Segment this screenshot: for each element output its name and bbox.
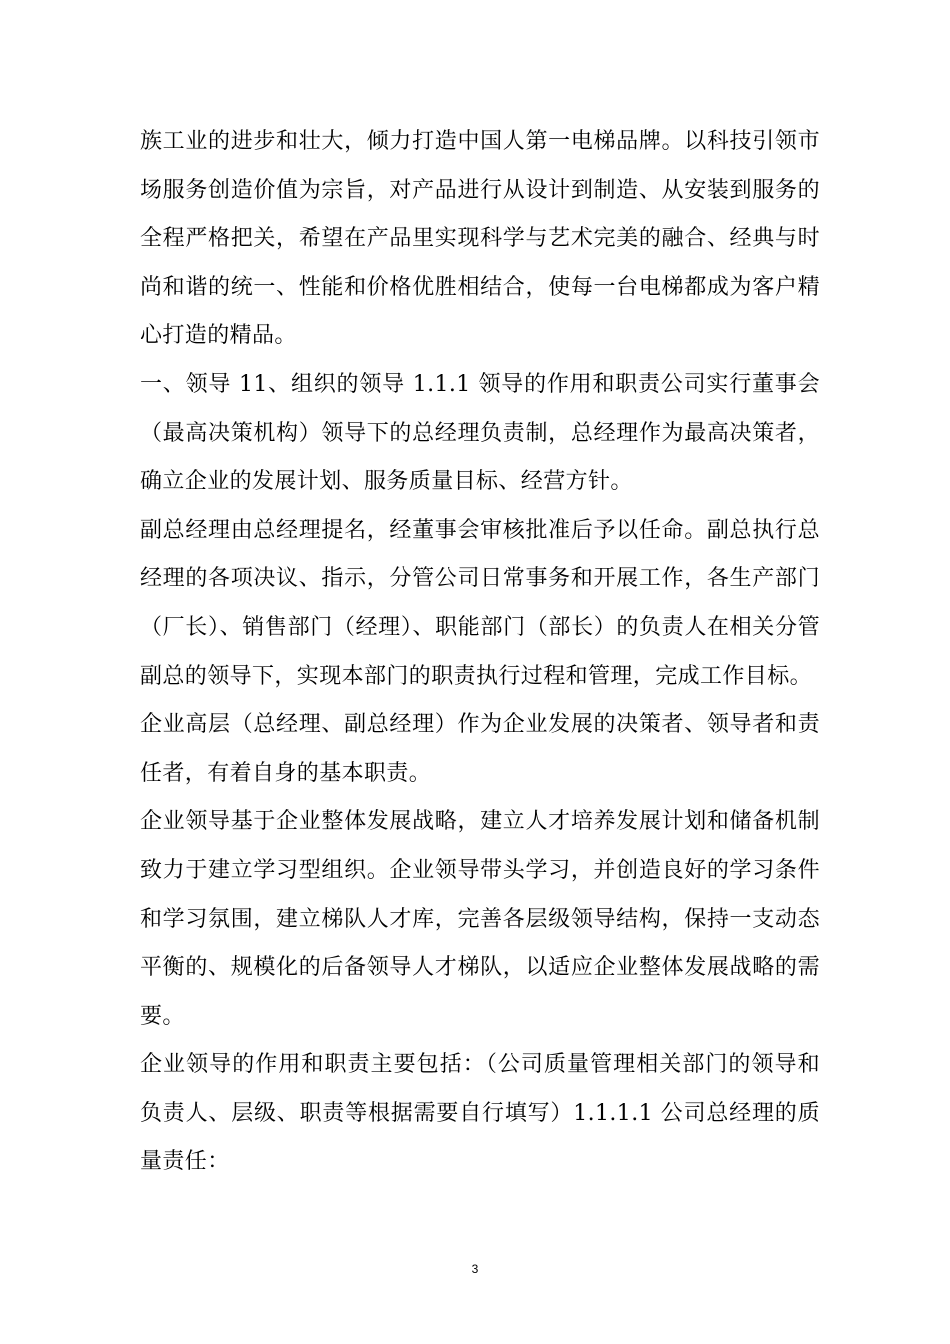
document-body	[140, 118, 820, 1187]
paragraph-company-mission: 族工业的进步和壮大，倾力打造中国人第一电梯品牌。以科技引领市场服务创造价值为宗旨，对产品进行从设计到制造、从安装到服务的全程严格把关，希望在产品里实现科学与艺术完美的融合、经典与时尚和谐的统一、性能和价格优胜相结合，使每一台电梯都成为客户精心打造的精品。	[140, 129, 820, 349]
paragraph-leadership-section: 一、领导 11、组织的领导 1.1.1 领导的作用和职责公司实行董事会（最高决策机构）领导下的总经理负责制，总经理作为最高决策者，确立企业的发展计划、服务质量目标、经营方针。	[140, 371, 820, 495]
paragraph-leadership-duties: 企业领导的作用和职责主要包括：（公司质量管理相关部门的领导和负责人、层级、职责等根据需要自行填写）1.1.1.1 公司总经理的质量责任：	[140, 1052, 820, 1175]
paragraph-deputy-manager: 副总经理由总经理提名，经董事会审核批准后予以任命。副总执行总经理的各项决议、指示，分管公司日常事务和开展工作，各生产部门（厂长）、销售部门（经理）、职能部门（部长）的负责人在相关分管副总的领导下，实现本部门的职责执行过程和管理，完成工作目标。	[140, 517, 820, 689]
paragraph-talent-development: 企业领导基于企业整体发展战略，建立人才培养发展计划和储备机制致力于建立学习型组织。企业领导带头学习，并创造良好的学习条件和学习氛围，建立梯队人才库，完善各层级领导结构，保持一支动态平衡的、规模化的后备领导人才梯队，以适应企业整体发展战略的需要。	[140, 809, 820, 1029]
paragraph-senior-management: 企业高层（总经理、副总经理）作为企业发展的决策者、领导者和责任者，有着自身的基本职责。	[140, 712, 820, 786]
page-number: 3	[471, 1262, 479, 1276]
